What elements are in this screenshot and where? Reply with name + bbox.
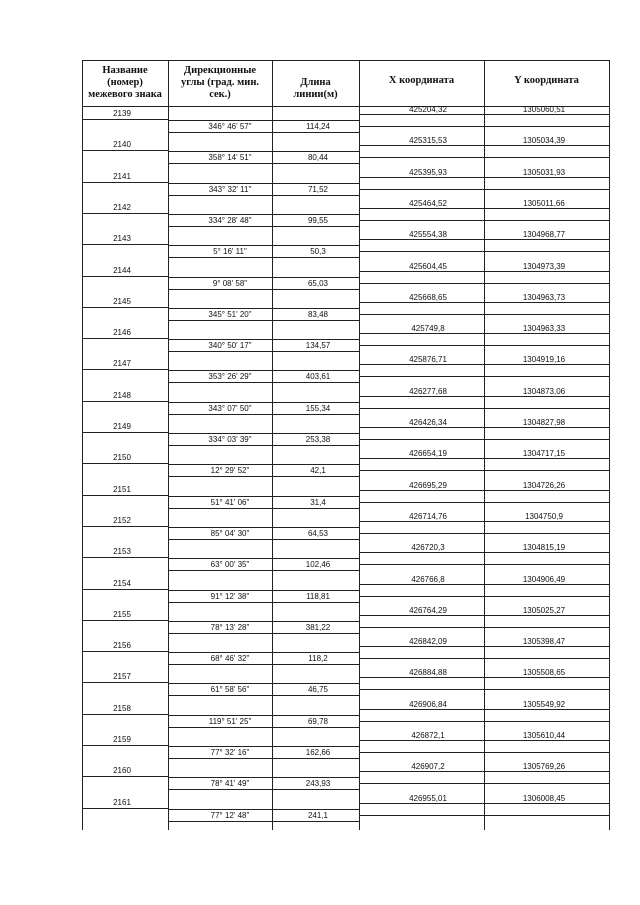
line-length: 31,4 <box>310 497 326 507</box>
row-divider <box>359 521 610 522</box>
row-divider <box>359 145 610 146</box>
point-name: 2157 <box>113 672 131 682</box>
row-divider <box>168 527 359 528</box>
row-divider <box>82 369 168 370</box>
x-coordinate: 425204,32 <box>409 105 447 114</box>
header-y <box>484 58 609 104</box>
point-name: 2156 <box>113 641 131 651</box>
x-coordinate: 426884,88 <box>409 668 447 678</box>
header-y-label: Y координата <box>514 75 579 86</box>
line-length: 162,66 <box>305 748 331 757</box>
direction-angle: 77° 32' 16" <box>210 748 250 757</box>
header-angles <box>168 60 272 106</box>
row-divider <box>359 552 610 553</box>
y-coordinate: 1304968,77 <box>522 230 566 240</box>
row-divider <box>359 271 610 272</box>
row-divider <box>359 251 610 252</box>
row-divider <box>359 458 610 459</box>
y-coordinate: 1304919,16 <box>522 355 566 365</box>
row-divider <box>168 151 359 152</box>
row-divider <box>168 414 359 415</box>
line-length: 134,57 <box>305 341 331 351</box>
row-divider <box>359 803 610 804</box>
row-divider <box>168 664 359 665</box>
line-length: 50,3 <box>310 247 326 257</box>
line-length: 403,61 <box>305 372 331 382</box>
direction-angle: 343° 32' 11" <box>208 184 252 194</box>
row-divider <box>82 682 168 683</box>
row-divider <box>168 633 359 634</box>
direction-angle: 353° 26' 29" <box>208 372 252 382</box>
y-coordinate: 1304873,06 <box>522 386 566 396</box>
line-length: 241,1 <box>307 810 329 820</box>
point-name: 2147 <box>113 359 131 369</box>
y-coordinate: 1305060,51 <box>522 105 566 114</box>
line-length: 253,38 <box>305 435 331 444</box>
row-divider <box>168 558 359 559</box>
row-divider <box>359 502 610 503</box>
row-divider <box>359 740 610 741</box>
row-divider <box>359 615 610 616</box>
direction-angle: 119° 51' 25" <box>208 716 252 726</box>
row-divider <box>168 496 359 497</box>
row-divider <box>359 689 610 690</box>
point-name: 2146 <box>113 328 131 338</box>
point-name: 2154 <box>113 578 131 588</box>
row-divider <box>168 226 359 227</box>
row-divider <box>168 339 359 340</box>
y-coordinate: 1304963,33 <box>522 324 566 334</box>
point-name: 2160 <box>113 766 131 776</box>
line-length: 71,52 <box>307 184 329 194</box>
header-length <box>272 66 359 112</box>
y-coordinate: 1304963,73 <box>522 292 566 302</box>
line-length: 64,53 <box>307 528 329 538</box>
row-divider <box>82 213 168 214</box>
table-border-right <box>609 60 610 830</box>
row-divider <box>359 783 610 784</box>
row-divider <box>168 183 359 184</box>
row-divider <box>168 715 359 716</box>
direction-angle: 9° 08' 58" <box>212 278 248 288</box>
row-divider <box>168 402 359 403</box>
row-divider <box>82 651 168 652</box>
row-divider <box>82 526 168 527</box>
row-divider <box>359 627 610 628</box>
direction-angle: 78° 13' 28" <box>210 622 250 632</box>
x-coordinate: 426426,34 <box>409 418 447 427</box>
point-name: 2149 <box>113 422 131 431</box>
point-name: 2139 <box>113 109 131 118</box>
row-divider <box>359 470 610 471</box>
header-name-line: Название <box>102 65 148 76</box>
direction-angle: 85° 04' 30" <box>210 528 250 538</box>
x-coordinate: 425464,52 <box>409 198 447 208</box>
row-divider <box>359 677 610 678</box>
row-divider <box>168 621 359 622</box>
line-length: 118,81 <box>306 591 330 601</box>
point-name: 2148 <box>113 390 131 400</box>
line-length: 42,1 <box>310 466 326 476</box>
row-divider <box>359 815 610 816</box>
point-name: 2143 <box>113 234 131 244</box>
direction-angle: 343° 07' 50" <box>208 403 252 413</box>
header-length-line: Длина <box>300 77 331 88</box>
y-coordinate: 1305025,27 <box>522 605 566 615</box>
row-divider <box>82 150 168 151</box>
row-divider <box>359 771 610 772</box>
y-coordinate: 1305769,26 <box>522 762 566 772</box>
header-angles-line: сек.) <box>209 89 231 100</box>
point-name: 2158 <box>113 703 131 713</box>
row-divider <box>359 345 610 346</box>
row-divider <box>359 283 610 284</box>
x-coordinate: 426277,68 <box>409 386 447 396</box>
row-divider <box>168 120 359 121</box>
row-divider <box>168 351 359 352</box>
row-divider <box>168 464 359 465</box>
line-length: 69,78 <box>307 716 329 726</box>
line-length: 102,46 <box>305 560 331 570</box>
x-coordinate: 426907,2 <box>411 762 445 772</box>
x-coordinate: 425749,8 <box>411 324 445 334</box>
row-divider <box>82 307 168 308</box>
row-divider <box>359 220 610 221</box>
direction-angle: 78° 41' 49" <box>210 779 250 789</box>
row-divider <box>359 208 610 209</box>
row-divider <box>168 257 359 258</box>
line-length: 65,03 <box>307 278 329 288</box>
row-divider <box>168 277 359 278</box>
row-divider <box>82 776 168 777</box>
x-coordinate: 425668,65 <box>409 292 447 302</box>
y-coordinate: 1305610,44 <box>522 731 566 740</box>
row-divider <box>168 370 359 371</box>
row-divider <box>82 432 168 433</box>
x-coordinate: 425876,71 <box>409 355 447 365</box>
row-divider <box>82 495 168 496</box>
row-divider <box>359 584 610 585</box>
x-coordinate: 426654,19 <box>409 449 447 459</box>
x-coordinate: 426695,29 <box>409 480 447 490</box>
direction-angle: 358° 14' 51" <box>208 153 252 163</box>
row-divider <box>359 646 610 647</box>
row-divider <box>82 244 168 245</box>
line-length: 99,55 <box>307 215 329 225</box>
row-divider <box>168 789 359 790</box>
row-divider <box>359 126 610 127</box>
direction-angle: 12° 29' 52" <box>210 466 250 476</box>
line-length: 114,24 <box>306 122 330 131</box>
x-coordinate: 426906,84 <box>409 699 447 709</box>
point-name: 2142 <box>113 202 131 212</box>
row-divider <box>359 239 610 240</box>
y-coordinate: 1304973,39 <box>522 261 566 271</box>
direction-angle: 334° 03' 39" <box>208 435 252 444</box>
direction-angle: 5° 16' 11" <box>213 247 247 257</box>
line-length: 80,44 <box>307 153 329 163</box>
x-coordinate: 426842,09 <box>409 637 447 647</box>
direction-angle: 91° 12' 38" <box>210 591 250 601</box>
row-divider <box>359 177 610 178</box>
row-divider <box>359 408 610 409</box>
row-divider <box>168 777 359 778</box>
row-divider <box>82 557 168 558</box>
y-coordinate: 1305011,66 <box>523 198 565 208</box>
coordinates-table <box>82 60 610 830</box>
row-divider <box>359 533 610 534</box>
line-length: 155,34 <box>305 403 331 413</box>
y-coordinate: 1304827,98 <box>522 418 566 427</box>
row-divider <box>168 382 359 383</box>
row-divider <box>168 539 359 540</box>
point-name: 2155 <box>113 609 131 619</box>
x-coordinate: 425554,38 <box>409 230 447 240</box>
header-name <box>82 60 168 106</box>
header-name-line: (номер) <box>107 77 143 88</box>
row-divider <box>359 396 610 397</box>
direction-angle: 61° 58' 56" <box>210 685 250 695</box>
direction-angle: 345° 51' 20" <box>208 309 252 319</box>
header-x <box>359 58 484 104</box>
row-divider <box>168 727 359 728</box>
column-divider <box>359 60 360 830</box>
row-divider <box>359 333 610 334</box>
header-length-line: линии(м) <box>293 89 338 100</box>
row-divider <box>82 182 168 183</box>
row-divider <box>168 695 359 696</box>
direction-angle: 51° 41' 06" <box>210 497 250 507</box>
x-coordinate: 426766,8 <box>411 574 445 584</box>
direction-angle: 334° 28' 48" <box>208 215 252 225</box>
row-divider <box>359 189 610 190</box>
row-divider <box>168 132 359 133</box>
row-divider <box>82 808 168 809</box>
row-divider <box>168 652 359 653</box>
direction-angle: 340° 50' 17" <box>208 341 252 351</box>
x-coordinate: 426872,1 <box>411 731 445 740</box>
line-length: 381,22 <box>305 622 331 632</box>
direction-angle: 346° 46' 57" <box>208 122 252 131</box>
y-coordinate: 1305549,92 <box>522 699 566 709</box>
y-coordinate: 1304726,26 <box>522 480 566 490</box>
row-divider <box>82 620 168 621</box>
line-length: 46,75 <box>307 685 329 695</box>
row-divider <box>359 721 610 722</box>
y-coordinate: 1305031,93 <box>522 167 566 177</box>
y-coordinate: 1304906,49 <box>522 574 566 584</box>
row-divider <box>359 709 610 710</box>
row-divider <box>82 714 168 715</box>
header-angles-line: углы (град. мин. <box>181 77 259 88</box>
y-coordinate: 1304750,9 <box>525 511 563 521</box>
x-coordinate: 425395,93 <box>409 167 447 177</box>
row-divider <box>359 564 610 565</box>
row-divider <box>168 433 359 434</box>
point-name: 2161 <box>113 797 131 807</box>
row-divider <box>168 289 359 290</box>
point-name: 2145 <box>113 296 131 306</box>
row-divider <box>168 214 359 215</box>
y-coordinate: 1304717,15 <box>522 449 566 459</box>
row-divider <box>82 338 168 339</box>
x-coordinate: 425604,45 <box>409 261 447 271</box>
point-name: 2151 <box>113 484 131 494</box>
header-x-label: X координата <box>388 75 455 86</box>
row-divider <box>168 758 359 759</box>
point-name: 2141 <box>113 171 131 181</box>
y-coordinate: 1306008,45 <box>522 793 566 803</box>
y-coordinate: 1305034,39 <box>522 136 566 146</box>
row-divider <box>168 445 359 446</box>
row-divider <box>359 439 610 440</box>
line-length: 118,2 <box>308 654 328 664</box>
row-divider <box>168 320 359 321</box>
row-divider <box>359 596 610 597</box>
row-divider <box>82 276 168 277</box>
row-divider <box>359 490 610 491</box>
row-divider <box>359 314 610 315</box>
point-name: 2153 <box>113 547 131 557</box>
point-name: 2159 <box>113 735 131 744</box>
point-name: 2152 <box>113 515 131 525</box>
row-divider <box>168 746 359 747</box>
y-coordinate: 1305508,65 <box>522 668 566 678</box>
row-divider <box>168 508 359 509</box>
row-divider <box>168 163 359 164</box>
row-divider <box>82 401 168 402</box>
row-divider <box>168 683 359 684</box>
row-divider <box>168 476 359 477</box>
row-divider <box>359 752 610 753</box>
row-divider <box>168 590 359 591</box>
x-coordinate: 426764,29 <box>409 605 447 615</box>
row-divider <box>168 245 359 246</box>
row-divider <box>359 157 610 158</box>
row-divider <box>168 821 359 822</box>
x-coordinate: 425315,53 <box>409 136 447 146</box>
header-name-line: межевого знака <box>88 89 162 100</box>
row-divider <box>168 602 359 603</box>
header-angles-line: Дирекционные <box>183 65 257 76</box>
row-divider <box>82 745 168 746</box>
row-divider <box>359 427 610 428</box>
row-divider <box>82 589 168 590</box>
row-divider <box>359 364 610 365</box>
row-divider <box>359 302 610 303</box>
row-divider <box>168 308 359 309</box>
direction-angle: 68° 46' 32" <box>210 654 250 664</box>
row-divider <box>359 114 610 115</box>
point-name: 2144 <box>113 265 131 275</box>
direction-angle: 77° 12' 48" <box>210 810 250 820</box>
y-coordinate: 1304815,19 <box>522 543 566 553</box>
point-name: 2140 <box>113 140 131 150</box>
line-length: 83,48 <box>307 309 329 319</box>
x-coordinate: 426955,01 <box>409 793 447 803</box>
row-divider <box>168 570 359 571</box>
row-divider <box>168 809 359 810</box>
x-coordinate: 426714,76 <box>409 511 447 521</box>
direction-angle: 63° 00' 35" <box>210 560 250 570</box>
row-divider <box>359 658 610 659</box>
line-length: 243,93 <box>305 779 331 789</box>
row-divider <box>82 119 168 120</box>
point-name: 2150 <box>113 453 131 463</box>
row-divider <box>82 463 168 464</box>
y-coordinate: 1305398,47 <box>522 637 566 647</box>
row-divider <box>168 195 359 196</box>
x-coordinate: 426720,3 <box>411 543 445 553</box>
row-divider <box>359 376 610 377</box>
